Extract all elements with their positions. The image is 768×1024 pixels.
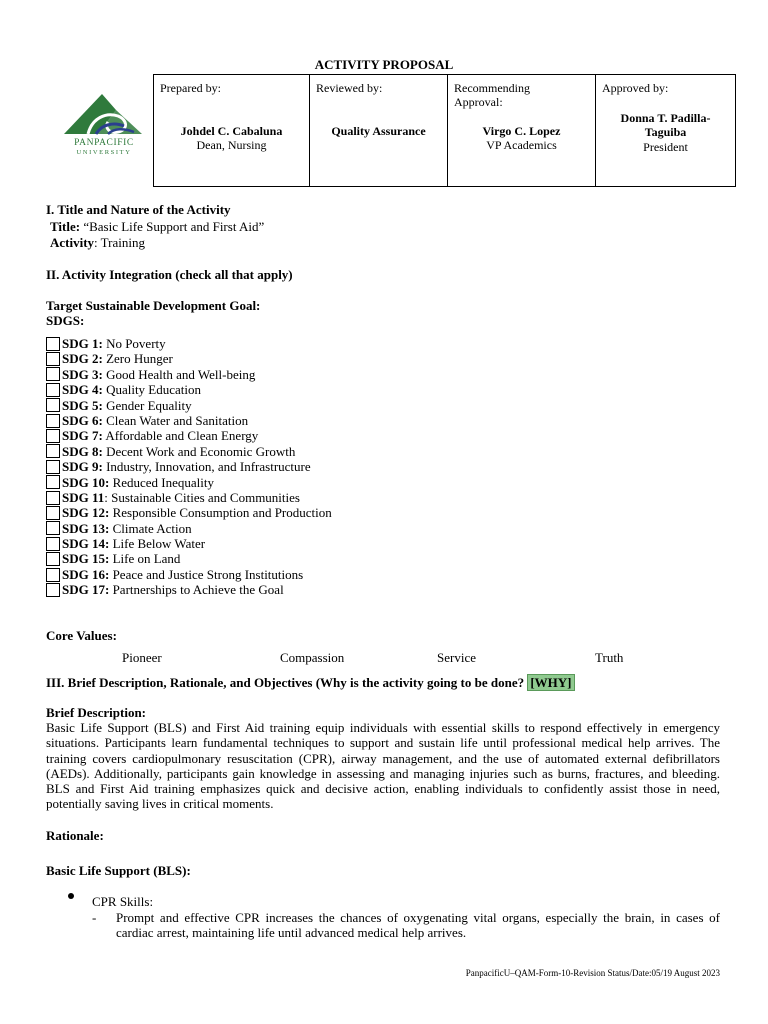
sdg-text: Clean Water and Sanitation xyxy=(102,412,249,428)
sdg-text: Life Below Water xyxy=(109,536,206,552)
sdg-text: Life on Land xyxy=(109,551,181,567)
sdg-item xyxy=(46,413,332,428)
sdg-item xyxy=(46,351,332,366)
brief-description-text: Basic Life Support (BLS) and First Aid training equip individuals with essential skills to respond effectively in emergency situations. Participants learn fundamental techniques to support and sustain life until professional medical help arrives. The training covers cardiopulmonary resuscitation (CPR), airway management, and the use of automated external defibrillators (AEDs). Additionally, participants gain knowledge in assessing and managing injuries such as burns, fractures, and bleeding. BLS and First Aid training emphasizes quick and decisive action, enabling individuals to confidently assist those in need, potentially saving lives in critical moments. xyxy=(46,720,720,812)
sdg-label: SDG 11 xyxy=(62,489,105,505)
core-value-compassion: Compassion xyxy=(280,650,345,665)
sdg-label: SDG 4: xyxy=(62,382,103,398)
sdg-text: Quality Education xyxy=(102,382,202,398)
sdg-checkbox[interactable] xyxy=(46,444,60,458)
sdg-label: SDG 3: xyxy=(62,366,103,382)
sdg-label: SDG 14: xyxy=(62,536,110,552)
activity-title-line xyxy=(50,219,264,234)
section3-heading-text: III. Brief Description, Rationale, and Objectives (Why is the activity going to be done? xyxy=(46,675,528,690)
title-value: “Basic Life Support and First Aid” xyxy=(80,219,265,234)
signatory-approved xyxy=(596,75,736,187)
sdg-text: Industry, Innovation, and Infrastructure xyxy=(102,459,311,475)
sdg-text: : Sustainable Cities and Communities xyxy=(104,489,300,505)
sdg-item xyxy=(46,490,332,505)
sdg-item xyxy=(46,398,332,413)
sdg-item xyxy=(46,521,332,536)
logo-subname: UNIVERSITY xyxy=(76,149,132,156)
target-sdg-heading: Target Sustainable Development Goal: xyxy=(46,298,261,313)
sdg-checkbox[interactable] xyxy=(46,383,60,397)
sdg-checkbox[interactable] xyxy=(46,429,60,443)
section1-heading: I. Title and Nature of the Activity xyxy=(46,202,231,217)
sdg-text: Zero Hunger xyxy=(102,351,173,367)
signatory-reviewed xyxy=(310,75,448,187)
why-tag: [WHY] xyxy=(527,674,574,691)
sdg-checkbox[interactable] xyxy=(46,506,60,520)
sdg-text: Climate Action xyxy=(109,520,192,536)
sdg-item xyxy=(46,367,332,382)
section3-heading xyxy=(46,675,575,690)
sdg-item xyxy=(46,382,332,397)
sdg-checkbox[interactable] xyxy=(46,337,60,351)
sdg-label: SDG 17: xyxy=(62,582,110,598)
sdg-text: Partnerships to Achieve the Goal xyxy=(109,582,284,598)
sdg-text: Peace and Justice Strong Institutions xyxy=(109,566,304,582)
signatory-role: Approved by: xyxy=(602,81,669,95)
activity-value: : Training xyxy=(94,235,145,250)
sdg-text: Gender Equality xyxy=(102,397,192,413)
bls-heading: Basic Life Support (BLS): xyxy=(46,863,191,878)
sdg-item xyxy=(46,428,332,443)
sdg-label: SDG 9: xyxy=(62,459,103,475)
sdg-text: Reduced Inequality xyxy=(109,474,214,490)
rationale-heading: Rationale: xyxy=(46,828,104,843)
bullet-dot-icon xyxy=(68,893,74,899)
sdg-checkbox[interactable] xyxy=(46,352,60,366)
brief-description-heading: Brief Description: xyxy=(46,705,147,720)
signatory-name: Johdel C. Cabaluna xyxy=(180,124,283,138)
form-footer: PanpacificU–QAM-Form-10-Revision Status/Date:05/19 August 2023 xyxy=(465,968,720,978)
signatory-role: Reviewed by: xyxy=(316,81,383,95)
section2-heading: II. Activity Integration (check all that apply) xyxy=(46,267,293,282)
sdg-label: SDG 2: xyxy=(62,351,103,367)
sdg-checkbox[interactable] xyxy=(46,568,60,582)
sdg-text: No Poverty xyxy=(102,336,166,351)
activity-label: Activity xyxy=(50,235,95,250)
sdg-item xyxy=(46,505,332,520)
core-value-service: Service xyxy=(437,650,476,665)
sdg-item xyxy=(46,459,332,474)
signatory-name: Donna T. Padilla- xyxy=(620,111,711,125)
logo-text xyxy=(58,139,150,157)
sdg-item xyxy=(46,336,332,351)
sdg-label: SDG 7: xyxy=(62,428,103,444)
cpr-description-text: Prompt and effective CPR increases the chances of oxygenating vital organs, especially the brain, in cases of cardiac arrest, maintaining life until advanced medical help arrives. xyxy=(116,910,720,941)
sdg-item xyxy=(46,551,332,566)
sdg-checkbox[interactable] xyxy=(46,583,60,597)
sdg-text: Responsible Consumption and Production xyxy=(109,505,332,521)
sdg-checkbox[interactable] xyxy=(46,414,60,428)
dash-marker: - xyxy=(92,910,97,925)
sdg-checkbox[interactable] xyxy=(46,552,60,566)
signatories-table xyxy=(153,74,736,187)
sdg-label: SDG 8: xyxy=(62,443,103,459)
sdg-label: SDG 16: xyxy=(62,566,110,582)
sdg-item xyxy=(46,582,332,597)
sdg-text: Affordable and Clean Energy xyxy=(102,428,259,444)
sdg-label: SDG 15: xyxy=(62,551,110,567)
sdg-checkbox[interactable] xyxy=(46,521,60,535)
signatory-recommending xyxy=(448,75,596,187)
sdg-label: SDG 6: xyxy=(62,412,103,428)
sdg-checkbox[interactable] xyxy=(46,460,60,474)
core-values-heading: Core Values: xyxy=(46,628,117,643)
document-title: ACTIVITY PROPOSAL xyxy=(314,57,454,72)
signatory-name: Virgo C. Lopez xyxy=(482,124,561,138)
sdg-item xyxy=(46,536,332,551)
sdg-checkbox[interactable] xyxy=(46,475,60,489)
bullet-cpr-skills: CPR Skills: xyxy=(92,894,154,909)
sdg-text: Good Health and Well-being xyxy=(102,366,256,382)
sdg-checkbox[interactable] xyxy=(46,537,60,551)
sdg-label: SDG 13: xyxy=(62,520,110,536)
signatory-name: Quality Assurance xyxy=(331,124,426,138)
activity-type-line xyxy=(50,235,145,250)
sdg-checkbox[interactable] xyxy=(46,398,60,412)
signatory-position: VP Academics xyxy=(486,138,557,152)
sdg-label: SDG 12: xyxy=(62,505,110,521)
sdg-checklist xyxy=(46,336,332,598)
logo-name: PANPACIFIC xyxy=(74,138,134,148)
signatory-role-cont: Approval: xyxy=(454,95,503,109)
sdg-text: Decent Work and Economic Growth xyxy=(102,443,296,459)
signatory-prepared xyxy=(154,75,310,187)
sdg-checkbox[interactable] xyxy=(46,491,60,505)
sdg-item xyxy=(46,475,332,490)
sdg-label: SDG 10: xyxy=(62,474,110,490)
core-value-truth: Truth xyxy=(595,650,624,665)
signatory-name-cont: Taguiba xyxy=(644,125,687,139)
sdg-label: SDG 5: xyxy=(62,397,103,413)
signatory-position: Dean, Nursing xyxy=(196,138,267,152)
core-value-pioneer: Pioneer xyxy=(122,650,162,665)
signatory-role: Prepared by: xyxy=(160,81,221,95)
signatory-position: President xyxy=(643,140,688,154)
signatory-role: Recommending xyxy=(454,81,530,95)
sdg-label: SDG 1: xyxy=(62,336,103,351)
sdgs-heading: SDGS: xyxy=(46,313,85,328)
sdg-item xyxy=(46,567,332,582)
title-label: Title: xyxy=(50,219,81,234)
sdg-item xyxy=(46,444,332,459)
sdg-checkbox[interactable] xyxy=(46,367,60,381)
